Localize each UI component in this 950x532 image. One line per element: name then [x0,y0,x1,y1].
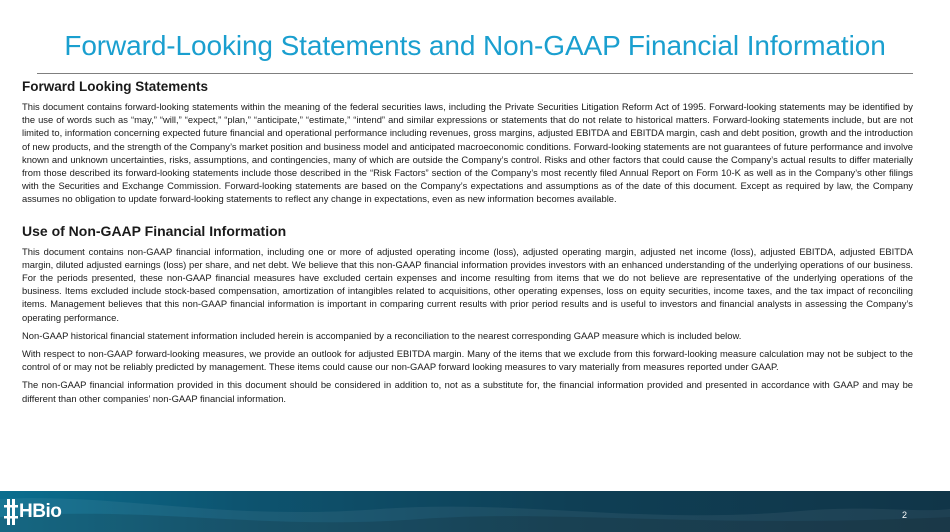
footer-wave-graphic [0,491,950,532]
page-title: Forward-Looking Statements and Non-GAAP Financial Information [64,30,886,61]
non-gaap-heading: Use of Non-GAAP Financial Information [22,222,287,239]
non-gaap-paragraph-3: With respect to non-GAAP forward-looking measures, we provide an outlook for adjusted EBITDA margin. Many of the items that we exclude from this forward-looking measure calculation may not be subject to the control of or may not be reliably predicted by management. These items could cause our non-GAAP forward looking measures to vary materially from measures reported under GAAP. [22,348,913,373]
non-gaap-paragraph-1: This document contains non-GAAP financial information, including one or more of adjusted operating income (loss), adjusted operating margin, adjusted net income (loss), adjusted EBITDA, adjusted EBITDA margin, diluted adjusted earnings (loss) per share, and net debt. We believe that this non-GAAP financial information provides investors with an enhanced understanding of the underlying operations of our business. For the periods presented, these non-GAAP financial measures have excluded certain expenses and income resulting from items that we do not believe are representative of the underlying operations of the business. Items excluded include stock-based compensation, amortization of intangibles related to acquisitions, other operating expenses, loss on equity securities, income taxes, and the tax impact of reconciling items. Management believes that this non-GAAP financial information is important in comparing current results with prior period results and is useful to investors and financial analysts in assessing the Company’s operating performance. [22,245,913,323]
logo-mark-icon [4,497,18,527]
non-gaap-paragraph-4: The non-GAAP financial information provided in this document should be considered in addition to, not as a substitute for, the financial information provided and presented in accordance with GAAP and may be different than other companies’ non-GAAP financial information. [22,379,913,404]
title-divider [37,73,913,74]
forward-looking-paragraph: This document contains forward-looking statements within the meaning of the federal securities laws, including the Private Securities Litigation Reform Act of 1995. Forward-looking statements may be identified by the use of words such as “may,” “will,” “expect,” “plan,” “anticipate,” “estimate,” “intend” and similar expressions or statements that do not relate to historical matters. Forward-looking statements include, but are not limited to, information concerning expected future financial and operational performance including revenues, gross margins, adjusted EBITDA and EBITDA margin, cash and debt position, growth and the introduction of new products, and the strength of the Company’s market position and business model and anticipated macroeconomic conditions. Forward-looking statements are not guarantees of future performance and involve known and unknown uncertainties, risks, assumptions, and contingencies, many of which are outside the Company’s control. Risks and other factors that could cause the Company’s actual results to differ materially from those described its forward-looking statements include those described in the “Risk Factors” section of the Company’s most recently filed Annual Report on Form 10-K as well as in the Company’s other filings with the Securities and Exchange Commission. Forward-looking statements are based on the Company’s expectations and assumptions as of the date of this document. Except as required by law, the Company assumes no obligation to update forward-looking statements to reflect any change in expectations, even as new information becomes available. [22,101,913,205]
forward-looking-section [22,79,913,206]
non-gaap-paragraph-2: Non-GAAP historical financial statement information included herein is accompanied by a reconciliation to the nearest corresponding GAAP measure which is included below. [22,329,742,341]
forward-looking-heading: Forward Looking Statements [22,79,209,94]
non-gaap-section [22,223,913,405]
hbio-logo [4,497,61,527]
page-number: 2 [901,510,907,520]
footer-bar [0,491,950,532]
content-area [22,79,913,410]
logo-text: HBio [19,501,62,522]
